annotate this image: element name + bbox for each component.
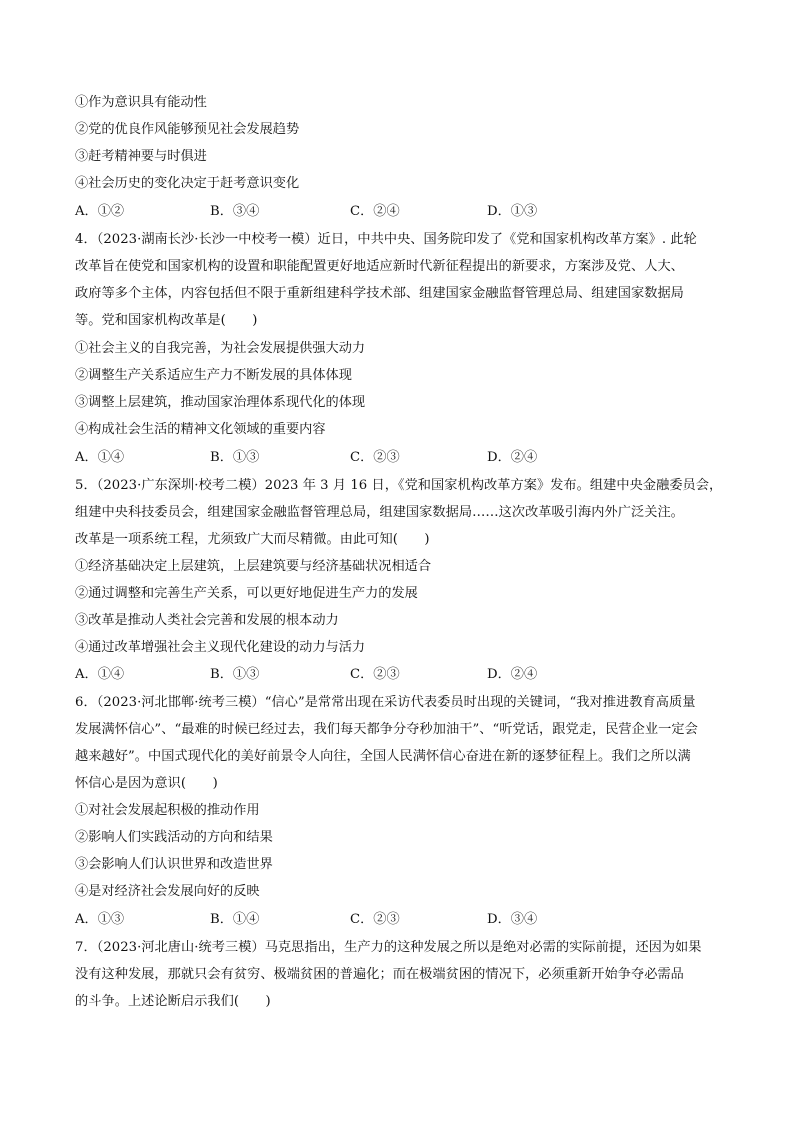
q4-choice-b[interactable]: B．①③	[210, 450, 260, 465]
q5-option-3: ③改革是推动人类社会完善和发展的根本动力	[75, 613, 339, 628]
q4-choice-a[interactable]: A．①④	[75, 450, 125, 465]
q3-choice-a[interactable]: A．①②	[75, 204, 125, 219]
q4-stem-line-4: 等。党和国家机构改革是( )	[75, 313, 258, 328]
q4-choice-d[interactable]: D．②④	[487, 450, 538, 465]
q3-choice-b[interactable]: B．③④	[210, 204, 260, 219]
q5-choice-d[interactable]: D．②④	[487, 667, 538, 682]
q5-stem-line-3: 改革是一项系统工程，尤须致广大而尽精微。由此可知( )	[75, 532, 430, 547]
q7-stem-line-1: 7．（2023·河北唐山·统考三模）马克思指出，生产力的这种发展之所以是绝对必需的实际前提，还因为如果	[75, 940, 702, 955]
q6-stem-line-1: 6．（2023·河北邯郸·统考三模）“信心”是常常出现在采访代表委员时出现的关键词，“我对推进教育高质量	[75, 695, 696, 710]
q6-choice-d[interactable]: D．③④	[487, 912, 538, 927]
q5-stem-line-1: 5．（2023·广东深圳·校考二模）2023 年 3 月 16 日，《党和国家机构改革方案》发布。组建中央金融委员会，	[75, 478, 723, 493]
q5-option-2: ②通过调整和完善生产关系，可以更好地促进生产力的发展	[75, 586, 418, 601]
q4-option-2: ②调整生产关系适应生产力不断发展的具体体现	[75, 368, 352, 383]
q4-choice-c[interactable]: C．②③	[350, 450, 400, 465]
q4-answer-choices	[75, 449, 725, 467]
q4-option-4: ④构成社会生活的精神文化领域的重要内容	[75, 422, 326, 437]
q6-choice-a[interactable]: A．①③	[75, 912, 125, 927]
q6-option-1: ①对社会发展起积极的推动作用	[75, 803, 260, 818]
q6-choice-b[interactable]: B．①④	[210, 912, 260, 927]
q6-option-4: ④是对经济社会发展向好的反映	[75, 884, 260, 899]
q6-option-2: ②影响人们实践活动的方向和结果	[75, 830, 273, 845]
q3-option-3: ③赶考精神要与时俱进	[75, 149, 207, 164]
q3-option-2: ②党的优良作风能够预见社会发展趋势	[75, 122, 300, 137]
q7-stem-line-3: 的斗争。上述论断启示我们( )	[75, 994, 271, 1009]
q5-answer-choices	[75, 666, 725, 684]
q6-stem-line-3: 越来越好”。中国式现代化的美好前景令人向往，全国人民满怀信心奋进在新的逐梦征程上。我们之所以满	[75, 749, 691, 764]
q6-choice-c[interactable]: C．②③	[350, 912, 400, 927]
q5-option-1: ①经济基础决定上层建筑，上层建筑要与经济基础状况相适合	[75, 559, 432, 574]
q3-option-1: ①作为意识具有能动性	[75, 95, 207, 110]
q5-choice-b[interactable]: B．①③	[210, 667, 260, 682]
q5-option-4: ④通过改革增强社会主义现代化建设的动力与活力	[75, 640, 366, 655]
q4-stem-line-1: 4．（2023·湖南长沙·长沙一中校考一模）近日，中共中央、国务院印发了《党和国家机构改革方案》. 此轮	[75, 232, 697, 247]
q6-stem-line-2: 发展满怀信心”、“最难的时候已经过去，我们每天都争分夺秒加油干”、“听党话，跟党走，民营企业一定会	[75, 722, 698, 737]
q4-option-1: ①社会主义的自我完善，为社会发展提供强大动力	[75, 341, 366, 356]
q6-option-3: ③会影响人们认识世界和改造世界	[75, 857, 273, 872]
q3-choice-d[interactable]: D．①③	[487, 204, 538, 219]
q4-option-3: ③调整上层建筑，推动国家治理体系现代化的体现	[75, 395, 366, 410]
q3-option-4: ④社会历史的变化决定于赶考意识变化	[75, 176, 300, 191]
q4-stem-line-2: 改革旨在使党和国家机构的设置和职能配置更好地适应新时代新征程提出的新要求，方案涉及党、人大、	[75, 259, 684, 274]
q3-answer-choices	[75, 203, 725, 221]
q5-choice-a[interactable]: A．①④	[75, 667, 125, 682]
q4-stem-line-3: 政府等多个主体，内容包括但不限于重新组建科学技术部、组建国家金融监督管理总局、组建国家数据局	[75, 286, 684, 301]
q5-choice-c[interactable]: C．②③	[350, 667, 400, 682]
q7-stem-line-2: 没有这种发展，那就只会有贫穷、极端贫困的普遍化；而在极端贫困的情况下，必须重新开始争夺必需品	[75, 967, 684, 982]
q6-answer-choices	[75, 911, 725, 929]
q5-stem-line-2: 组建中央科技委员会，组建国家金融监督管理总局，组建国家数据局……这次改革吸引海内外广泛关注。	[75, 505, 684, 520]
q3-choice-c[interactable]: C．②④	[350, 204, 400, 219]
q6-stem-line-4: 怀信心是因为意识( )	[75, 776, 218, 791]
